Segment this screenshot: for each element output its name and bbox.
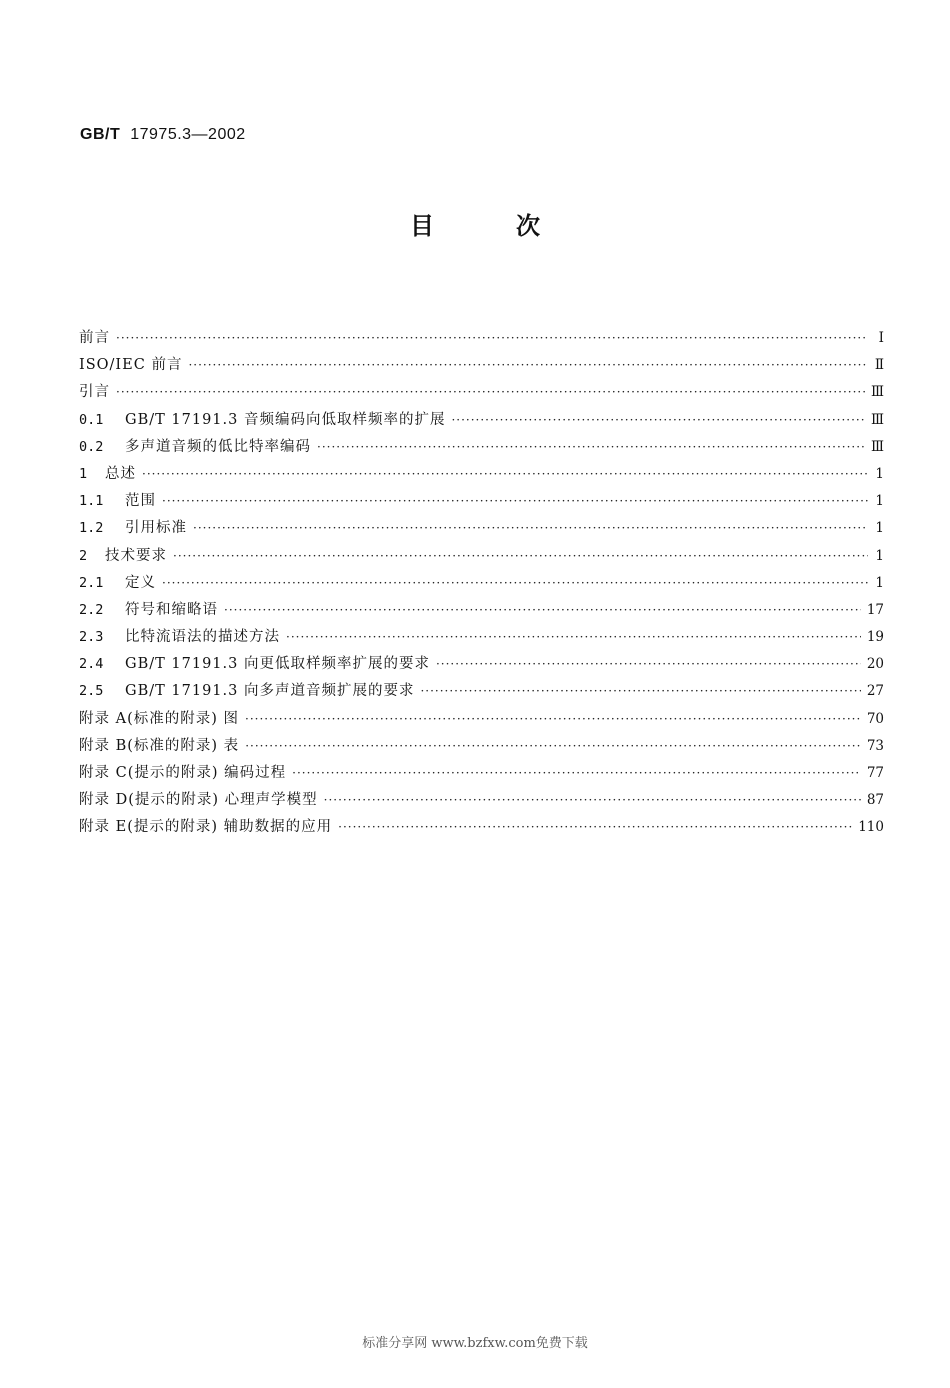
toc-entry-label: 比特流语法的描述方法 (125, 629, 280, 646)
toc-leader-dots (245, 712, 861, 726)
toc-entry[interactable] (79, 516, 884, 543)
title-char-1: 目 (410, 212, 434, 240)
toc-entry-page: 27 (866, 683, 884, 700)
standard-prefix: GB/T (80, 126, 121, 143)
toc-leader-dots (451, 413, 864, 427)
toc-entry-page: 17 (866, 601, 884, 618)
toc-entry[interactable] (79, 408, 884, 435)
toc-entry-page: 70 (866, 710, 884, 727)
toc-entry-label: 附录 C(提示的附录) 编码过程 (79, 765, 287, 781)
toc-entry-label: 范围 (125, 493, 156, 510)
toc-entry-number: 2.5 (79, 683, 104, 700)
toc-entry-label: 多声道音频的低比特率编码 (125, 438, 311, 455)
toc-entry[interactable] (79, 788, 884, 815)
toc-leader-dots (224, 603, 861, 617)
toc-leader-dots (188, 358, 868, 372)
toc-entry-label: GB/T 17191.3 音频编码向低取样频率的扩展 (125, 411, 446, 428)
toc-entry[interactable] (79, 571, 884, 598)
toc-entry[interactable] (79, 435, 884, 462)
toc-entry-label: 符号和缩略语 (125, 601, 218, 618)
toc-entry[interactable] (79, 353, 884, 380)
toc-entry-page: Ⅱ (874, 357, 884, 374)
toc-entry-number: 1 (79, 465, 88, 482)
toc-entry[interactable] (79, 380, 884, 407)
toc-leader-dots (286, 630, 861, 644)
toc-entry-label: ISO/IEC 前言 (79, 357, 183, 374)
toc-entry[interactable] (79, 652, 884, 679)
toc-entry-number: 0.1 (79, 411, 104, 428)
toc-entry[interactable] (79, 679, 884, 706)
toc-entry-label: GB/T 17191.3 向多声道音频扩展的要求 (125, 683, 415, 700)
toc-leader-dots (116, 331, 868, 345)
toc-entry[interactable] (79, 544, 884, 571)
toc-entry-page: Ⅲ (870, 438, 884, 455)
toc-entry-number: 0.2 (79, 438, 104, 455)
toc-leader-dots (317, 440, 865, 454)
toc-leader-dots (338, 820, 852, 834)
table-of-contents (79, 326, 884, 843)
toc-entry-number: 1.2 (79, 520, 104, 537)
toc-entry-page: Ⅰ (878, 330, 884, 346)
toc-entry-page: 110 (858, 819, 884, 836)
toc-entry-page: 73 (866, 737, 884, 754)
toc-entry-page: 1 (875, 520, 884, 537)
toc-leader-dots (324, 793, 861, 807)
toc-entry-label: 总述 (105, 465, 136, 482)
toc-entry-number: 2.3 (79, 629, 104, 646)
toc-entry-label: 附录 D(提示的附录) 心理声学模型 (79, 792, 318, 809)
toc-entry-page: 77 (866, 765, 884, 781)
toc-leader-dots (116, 385, 865, 399)
toc-entry[interactable] (79, 598, 884, 625)
toc-entry-page: 1 (875, 493, 884, 510)
toc-entry-page: 20 (866, 656, 884, 673)
toc-entry[interactable] (79, 761, 884, 788)
toc-leader-dots (162, 576, 868, 590)
toc-leader-dots (173, 549, 868, 563)
toc-entry-label: 引言 (79, 384, 110, 401)
toc-entry[interactable] (79, 734, 884, 761)
toc-entry-page: 19 (866, 629, 884, 646)
toc-entry-label: 引用标准 (125, 520, 187, 537)
toc-leader-dots (142, 467, 868, 481)
toc-entry[interactable] (79, 489, 884, 516)
page-title (0, 206, 950, 241)
toc-entry-page: 1 (875, 547, 884, 564)
toc-leader-dots (292, 766, 861, 780)
footer-watermark: 标准分享网 www.bzfxw.com免费下载 (362, 1336, 588, 1351)
toc-entry-label: 附录 A(标准的附录) 图 (79, 710, 240, 727)
toc-entry[interactable] (79, 326, 884, 353)
toc-leader-dots (436, 657, 861, 671)
toc-entry-label: 技术要求 (105, 547, 167, 564)
toc-entry-label: 前言 (79, 330, 110, 346)
toc-entry-label: 附录 B(标准的附录) 表 (79, 737, 240, 754)
toc-entry-label: GB/T 17191.3 向更低取样频率扩展的要求 (125, 656, 430, 673)
toc-leader-dots (245, 739, 861, 753)
toc-entry-number: 2.4 (79, 656, 104, 673)
toc-entry-page: 1 (875, 465, 884, 482)
toc-entry-number: 1.1 (79, 493, 104, 510)
toc-entry-label: 定义 (125, 574, 156, 591)
toc-leader-dots (420, 684, 860, 698)
toc-entry-page: Ⅲ (870, 411, 884, 428)
toc-entry-number: 2.1 (79, 574, 104, 591)
toc-entry-label: 附录 E(提示的附录) 辅助数据的应用 (79, 819, 333, 836)
toc-entry-page: 1 (875, 574, 884, 591)
toc-leader-dots (162, 494, 868, 508)
toc-entry[interactable] (79, 707, 884, 734)
title-char-2: 次 (516, 212, 540, 240)
toc-entry-page: Ⅲ (870, 384, 884, 401)
toc-leader-dots (193, 521, 868, 535)
toc-entry[interactable] (79, 625, 884, 652)
toc-entry-number: 2.2 (79, 601, 104, 618)
toc-entry-page: 87 (866, 792, 884, 809)
standard-number: 17975.3—2002 (130, 126, 246, 143)
toc-entry[interactable] (79, 462, 884, 489)
toc-entry-number: 2 (79, 547, 88, 564)
toc-entry[interactable] (79, 815, 884, 842)
standard-code (80, 126, 246, 144)
